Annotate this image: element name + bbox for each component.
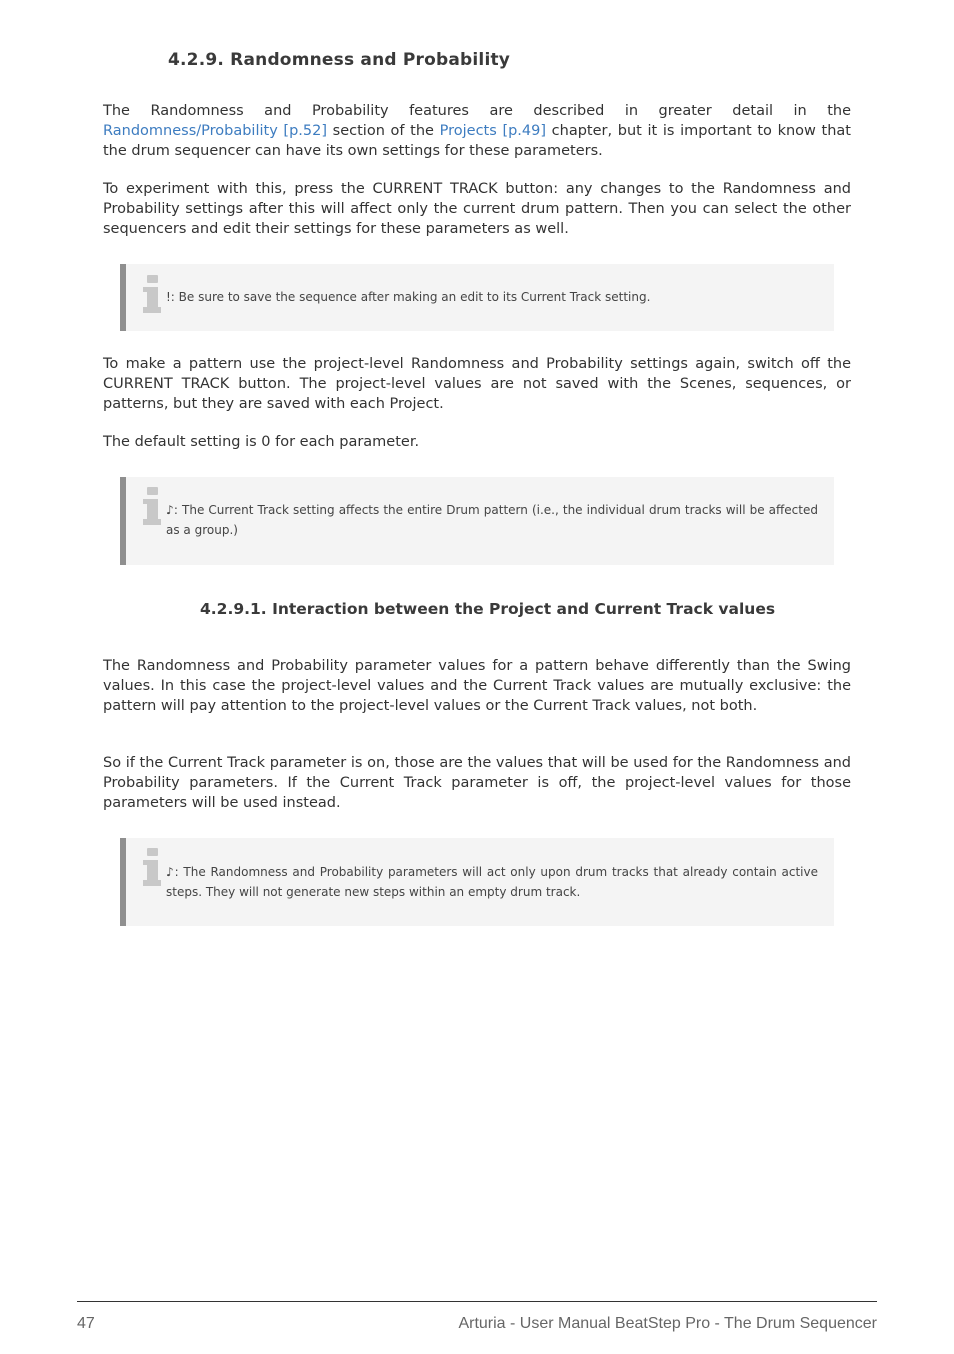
save-sequence-note bbox=[120, 264, 834, 331]
page-number: 47 bbox=[77, 1315, 95, 1332]
current-track-note bbox=[120, 477, 834, 565]
footer-divider bbox=[77, 1301, 877, 1302]
intro-text-2: section of the bbox=[327, 122, 440, 139]
projects-link[interactable]: Projects [p.49] bbox=[439, 122, 547, 139]
info-icon bbox=[143, 848, 161, 886]
info-icon bbox=[143, 275, 161, 313]
subsection-heading: 4.2.9.1. Interaction between the Project and Current Track values bbox=[200, 600, 776, 618]
info-icon bbox=[143, 487, 161, 525]
footer-title: Arturia - User Manual BeatStep Pro - The Drum Sequencer bbox=[458, 1315, 877, 1332]
interaction-paragraph: The Randomness and Probability parameter values for a pattern behave differently than the Swing values. In this case the project-level values and the Current Track values are mutually exclusive: the pattern will pay attention to the project-level values or the Current Track values, not both. bbox=[103, 658, 851, 714]
intro-text-3: chapter, but it is important to know that the drum sequencer can have its own settings for these parameters. bbox=[103, 122, 851, 159]
default-setting-paragraph: The default setting is 0 for each parameter. bbox=[103, 434, 420, 450]
current-track-on-paragraph: So if the Current Track parameter is on, those are the values that will be used for the Randomness and Probability parameters. If the Current Track parameter is off, the project-level values for those parameters will be used instead. bbox=[103, 755, 851, 811]
intro-paragraph bbox=[103, 102, 851, 161]
note-text: !: Be sure to save the sequence after making an edit to its Current Track setting. bbox=[166, 290, 651, 304]
note-text: ♪: The Randomness and Probability parameters will act only upon drum tracks that already contain active steps. They will not generate new steps within an empty drum track. bbox=[166, 865, 818, 899]
section-heading: 4.2.9. Randomness and Probability bbox=[168, 50, 511, 70]
project-level-paragraph: To make a pattern use the project-level Randomness and Probability settings again, switch off the CURRENT TRACK button. The project-level values are not saved with the Scenes, sequences, or patterns, but they are saved with each Project. bbox=[103, 356, 851, 412]
active-steps-note bbox=[120, 838, 834, 926]
randomness-probability-link[interactable]: Randomness/Probability [p.52] bbox=[103, 122, 328, 139]
experiment-paragraph: To experiment with this, press the CURRENT TRACK button: any changes to the Randomness and Probability settings after this will affect only the current drum pattern. Then you can select the other sequencers and edit their settings for these parameters as well. bbox=[103, 181, 851, 237]
intro-text-1: The Randomness and Probability features are described in greater detail in the bbox=[103, 103, 851, 119]
note-text: ♪: The Current Track setting affects the entire Drum pattern (i.e., the individual drum tracks will be affected as a group.) bbox=[166, 503, 818, 537]
